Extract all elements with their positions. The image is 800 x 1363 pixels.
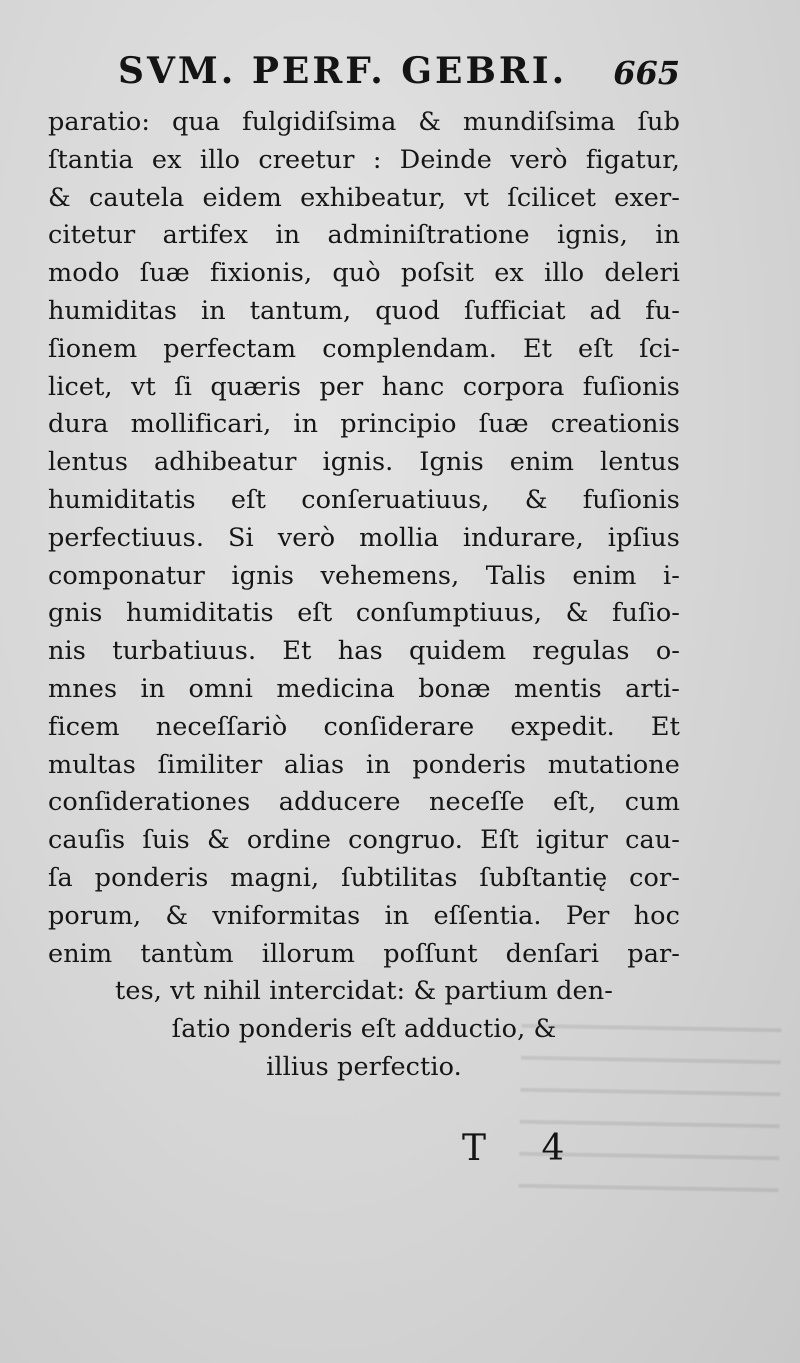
text-line: citetur artifex in adminiſtratione ignis, in (48, 220, 680, 251)
text-line: ſionem perfectam complendam. Et eſt ſci- (48, 333, 680, 364)
running-head (118, 50, 678, 100)
body-text (48, 104, 680, 1087)
text-line: modo ſuæ fixionis, quò poſsit ex illo deleri (48, 258, 680, 289)
text-line: dura mollificari, in principio ſuæ creationis (48, 409, 680, 440)
text-line: tes, vt nihil intercidat: & partium den- (115, 976, 613, 1007)
text-line: ſtantia ex illo creetur : Deinde verò figatur, (48, 144, 680, 175)
text-line: gnis humiditatis eſt conſumptiuus, & fuſio- (48, 598, 680, 629)
text-line: humiditas in tantum, quod ſufficiat ad fu- (48, 295, 680, 326)
text-line: ſatio ponderis eſt adductio, & (171, 1014, 557, 1045)
text-line: componatur ignis vehemens, Talis enim i- (48, 560, 680, 591)
text-line: licet, vt ſi quæris per hanc corpora fuſionis (48, 371, 680, 402)
text-line: porum, & vniformitas in eſſentia. Per hoc (48, 900, 680, 931)
text-line: perfectiuus. Si verò mollia indurare, ipſius (48, 522, 680, 553)
text-line: ſa ponderis magni, ſubtilitas ſubſtantię cor- (48, 862, 680, 893)
text-line: lentus adhibeatur ignis. Ignis enim lentus (48, 447, 680, 478)
text-line: humiditatis eſt conſeruatiuus, & fuſionis (48, 484, 680, 515)
text-line: ficem neceſſariò conſiderare expedit. Et (48, 711, 680, 742)
text-line: illius perfectio. (266, 1051, 462, 1082)
running-title: SVM. PERF. GEBRI. (118, 50, 568, 92)
text-line: nis turbatiuus. Et has quidem regulas o- (48, 636, 680, 667)
signature-mark: T 4 (462, 1128, 587, 1169)
text-line: multas ſimiliter alias in ponderis mutatione (48, 749, 680, 780)
text-line: conſiderationes adducere neceſſe eſt, cum (48, 787, 680, 818)
text-line: & cautela eidem exhibeatur, vt ſcilicet exer- (48, 182, 680, 213)
text-line: cauſis ſuis & ordine congruo. Eſt igitur cau- (48, 825, 680, 856)
text-line: mnes in omni medicina bonæ mentis arti- (48, 673, 680, 704)
text-line: enim tantùm illorum poſſunt denſari par- (48, 938, 680, 969)
text-line: paratio: qua fulgidiſsima & mundiſsima ſub (48, 107, 680, 137)
page-number: 665 (613, 54, 680, 92)
